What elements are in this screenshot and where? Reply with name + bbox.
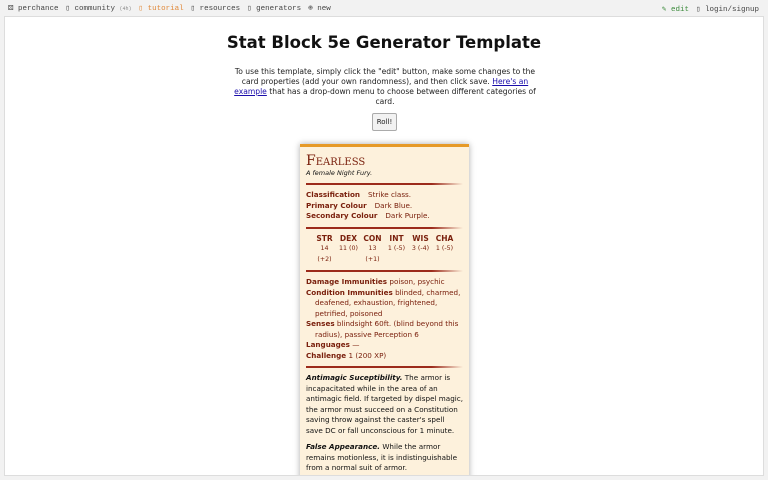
property-row <box>306 201 463 212</box>
detail-label: Condition Immunities <box>306 287 393 297</box>
resources-label: resources <box>199 5 241 13</box>
tutorial-label: tutorial <box>147 5 184 13</box>
detail-row <box>306 288 463 320</box>
property-label: Secondary Colour <box>306 211 378 220</box>
user-icon: ▯ <box>695 6 701 14</box>
detail-label: Challenge <box>306 350 347 360</box>
community-label: community <box>74 5 115 13</box>
property-label: Primary Colour <box>306 200 367 210</box>
top-nav <box>0 0 768 16</box>
ability-cha <box>433 234 457 266</box>
trait-name: Antimagic Suceptibility. <box>306 373 403 382</box>
book-icon: ▯ <box>138 5 144 13</box>
brand-label: perchance <box>17 5 59 13</box>
ability-name: DEX <box>339 233 358 243</box>
trait-text: The armor is incapacitated while in the area of an antimagic field. If targeted by dispel magic, the armor must succeed on a Constitution saving throw against the caster's spell save DC or fall unconscious for 1 minute. <box>306 373 463 435</box>
ability-dex <box>337 234 361 266</box>
divider <box>306 270 463 272</box>
ability-name: STR <box>316 233 333 243</box>
ability-score: 1 (-5) <box>387 245 406 252</box>
detail-label: Damage Immunities <box>306 277 388 286</box>
plus-circle-icon: ⊕ <box>308 5 313 13</box>
detail-value: blindsight 60ft. (blind beyond this radius), passive Perception 6 <box>315 319 459 339</box>
ability-score: 13 (+1) <box>365 245 380 263</box>
ability-scores <box>306 234 463 266</box>
divider <box>306 183 463 185</box>
ability-score: 14 (+2) <box>317 245 332 263</box>
dice-icon: ⚄ <box>8 3 14 13</box>
detail-row <box>306 319 463 340</box>
property-value: Strike class. <box>368 190 412 199</box>
ability-int <box>385 234 409 266</box>
ability-name: CON <box>363 233 382 243</box>
nav-community[interactable] <box>65 3 131 13</box>
nav-tutorial[interactable] <box>139 3 184 13</box>
property-label: Classification <box>306 190 361 199</box>
ability-score: 3 (-4) <box>411 245 430 252</box>
detail-label: Languages <box>306 340 350 349</box>
creature-subtitle: A female Night Fury. <box>306 169 373 177</box>
ability-name: CHA <box>435 233 454 243</box>
detail-label: Senses <box>306 319 335 328</box>
divider <box>306 227 463 229</box>
trait-text: While the armor remains motionless, it is indistinguishable from a normal suit of armor. <box>306 442 458 472</box>
generator-output <box>4 16 764 476</box>
trait-name: False Appearance. <box>306 442 381 451</box>
detail-row <box>306 340 463 351</box>
ability-name: INT <box>389 233 404 243</box>
desc-text: To use this template, simply click the "edit" button, make some changes to the card properties (add your own randomness), and then click save. <box>234 67 536 86</box>
generators-label: generators <box>256 5 302 13</box>
trait <box>306 442 463 474</box>
edit-label: edit <box>670 6 689 14</box>
community-badge: (4h) <box>119 6 132 12</box>
trait <box>306 373 463 436</box>
nav-resources[interactable] <box>191 3 241 13</box>
login-label: login/signup <box>704 6 759 14</box>
login-button[interactable] <box>696 4 759 14</box>
ability-con <box>361 234 385 266</box>
detail-row <box>306 351 463 362</box>
property-row <box>306 211 463 222</box>
ability-wis <box>409 234 433 266</box>
edit-button[interactable] <box>662 4 689 14</box>
detail-value: blinded, charmed, deafened, exhaustion, frightened, petrified, poisoned <box>315 287 461 318</box>
generators-icon: ▯ <box>247 5 252 13</box>
ability-str <box>313 234 337 266</box>
property-value: Dark Blue. <box>374 200 413 210</box>
detail-value: — <box>352 340 360 349</box>
page-title: Stat Block 5e Generator Template <box>226 33 542 52</box>
stat-block-card <box>300 144 469 476</box>
nav-generators[interactable] <box>247 3 301 13</box>
detail-value: poison, psychic <box>389 277 445 286</box>
detail-value: 1 (200 XP) <box>348 350 387 360</box>
creature-name: Fearless <box>306 153 366 169</box>
chat-icon: ▯ <box>65 5 70 13</box>
divider <box>306 366 463 368</box>
new-label: new <box>317 5 331 13</box>
description <box>234 67 536 107</box>
ability-name: WIS <box>412 233 429 243</box>
property-value: Dark Purple. <box>385 211 430 220</box>
detail-row <box>306 277 463 288</box>
desc-text-2: that has a drop-down menu to choose between different categories of card. <box>266 87 536 106</box>
property-row <box>306 190 463 201</box>
nav-perchance[interactable] <box>8 3 58 13</box>
ability-score: 1 (-5) <box>435 245 454 252</box>
example-link[interactable]: Here's an example <box>234 77 529 96</box>
edit-icon: ✎ <box>661 6 667 14</box>
ability-score: 11 (0) <box>339 245 358 252</box>
nav-new[interactable] <box>308 3 331 13</box>
roll-button[interactable]: Roll! <box>372 113 397 131</box>
resources-icon: ▯ <box>190 5 196 13</box>
